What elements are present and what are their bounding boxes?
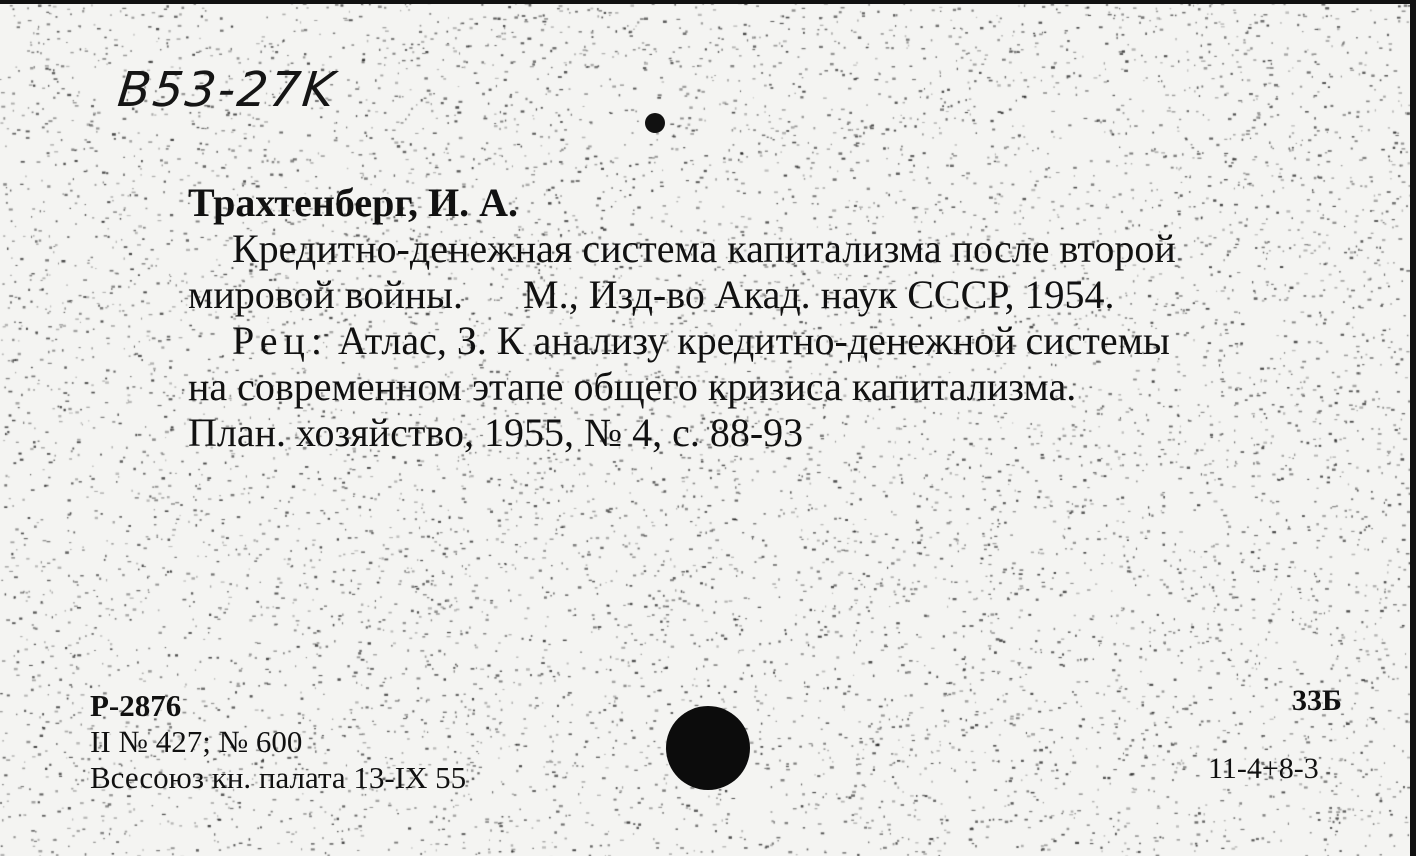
catalog-code: 11-4+8-3 [1208,752,1319,785]
title-line-1: Кредитно-денежная система капитализма после второй [232,226,1176,271]
review-line-3: План. хозяйство, 1955, № 4, с. 88-93 [188,410,804,455]
classification-code: 33Б [1292,684,1342,717]
card-registration-numbers: II № 427; № 600 [90,724,303,759]
review-line-1 [188,318,1348,364]
card-top-edge [0,0,1416,4]
ink-dot [645,113,665,133]
author-name: Трахтенберг, И. А. [188,180,518,225]
card-footer-imprint [90,688,466,796]
bibliographic-entry [188,180,1348,456]
title-line-2: мировой войны. М., Изд-во Акад. наук СССР, 1954. [188,272,1115,317]
review-label: Рец: [232,318,328,363]
punch-hole [666,706,750,790]
review-line-2: на современном этапе общего кризиса капитализма. [188,364,1077,409]
handwritten-call-number: B53-27K [115,62,339,118]
review-text-1: Атлас, З. К анализу кредитно-денежной системы [328,318,1170,363]
issuer-line: Всесоюз кн. палата 13-IX 55 [90,760,467,795]
card-number: Р-2876 [90,688,182,723]
card-right-edge [1410,0,1416,856]
